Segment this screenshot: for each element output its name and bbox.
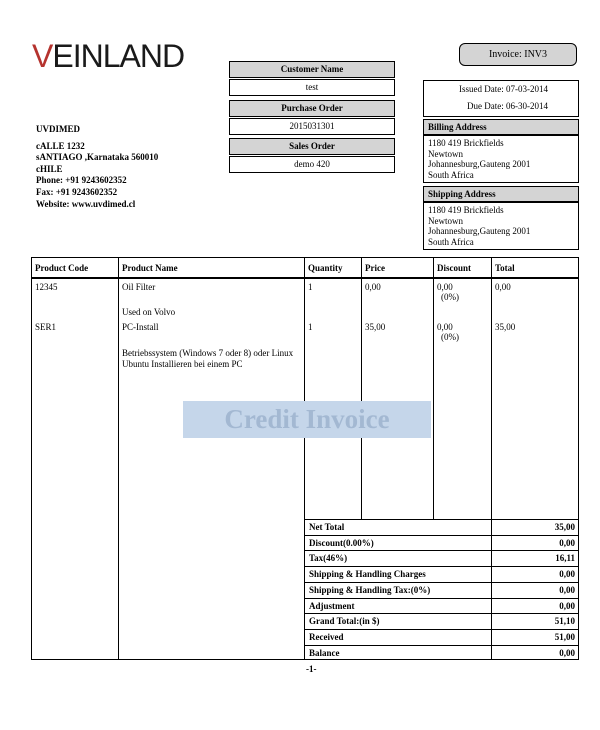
totals-row-divider (304, 598, 579, 599)
totals-label: Shipping & Handling Charges (309, 569, 426, 580)
purchase-order-value: 2015031301 (229, 118, 395, 135)
row1-code: 12345 (35, 282, 58, 292)
totals-label: Shipping & Handling Tax:(0%) (309, 584, 431, 595)
row1-price: 0,00 (365, 282, 381, 292)
totals-row-divider (304, 535, 579, 536)
totals-row-divider (304, 550, 579, 551)
logo-rest: EINLAND (52, 38, 185, 74)
header-product-name: Product Name (122, 263, 178, 273)
shipping-line: Johannesburg,Gauteng 2001 (428, 226, 531, 236)
shipping-line: South Africa (428, 236, 474, 247)
billing-line: South Africa (428, 169, 474, 180)
billing-line: Johannesburg,Gauteng 2001 (428, 159, 531, 169)
totals-label: Balance (309, 647, 340, 658)
totals-value: 0,00 (559, 569, 575, 580)
sales-order-value: demo 420 (229, 156, 395, 173)
company-address-2: sANTIAGO ,Karnataka 560010 (36, 152, 159, 163)
line-items-table (31, 257, 579, 660)
row2-note: Betriebssystem (Windows 7 oder 8) oder Linux Ubuntu Installieren bei einem PC (122, 348, 294, 369)
company-website: Website: www.uvdimed.cl (36, 198, 136, 209)
totals-row-divider (304, 629, 579, 630)
totals-value: 35,00 (554, 522, 575, 532)
row1-name: Oil Filter (122, 282, 156, 292)
row1-qty: 1 (308, 282, 313, 292)
shipping-address (423, 202, 579, 250)
totals-row-divider (304, 566, 579, 567)
col-divider (118, 257, 119, 660)
header-discount: Discount (437, 263, 472, 273)
shipping-line: Newtown (428, 215, 463, 226)
row1-total: 0,00 (495, 282, 511, 292)
invoice-number-badge: Invoice: INV3 (459, 43, 577, 66)
page-number: -1- (306, 664, 317, 674)
col-divider (361, 257, 362, 519)
row1-note: Used on Volvo (122, 307, 176, 317)
row2-code: SER1 (35, 322, 57, 332)
issued-date: Issued Date: 07-03-2014 (459, 84, 548, 94)
billing-address-label: Billing Address (423, 119, 579, 135)
company-name: UVDIMED (36, 124, 80, 134)
credit-invoice-watermark: Credit Invoice (183, 401, 431, 438)
row2-discount-pct: (0%) (441, 332, 459, 342)
shipping-line: 1180 419 Brickfields (428, 205, 504, 215)
header-quantity: Quantity (308, 263, 343, 273)
sales-order-label: Sales Order (229, 138, 395, 155)
totals-value: 0,00 (559, 584, 575, 595)
totals-value: 51,10 (554, 616, 575, 627)
totals-label: Grand Total:(in $) (309, 616, 380, 627)
totals-top-border (304, 519, 579, 520)
totals-label: Received (309, 631, 344, 642)
col-divider (304, 257, 305, 660)
company-info (36, 124, 158, 210)
totals-value: 0,00 (559, 537, 575, 548)
totals-row-divider (304, 613, 579, 614)
billing-address (423, 135, 579, 183)
row2-total: 35,00 (495, 322, 516, 332)
dates-box (423, 80, 579, 117)
header-price: Price (365, 263, 385, 273)
row2-qty: 1 (308, 322, 313, 332)
col-divider (491, 257, 492, 660)
totals-row-divider (304, 645, 579, 646)
row1-discount: 0,00 (437, 282, 453, 292)
totals-label: Adjustment (309, 600, 355, 611)
company-fax: Fax: +91 9243602352 (36, 186, 118, 197)
shipping-address-label: Shipping Address (423, 186, 579, 202)
row2-name: PC-Install (122, 322, 159, 332)
totals-row-divider (304, 582, 579, 583)
header-product-code: Product Code (35, 263, 89, 273)
totals-label: Tax(46%) (309, 553, 348, 564)
billing-line: Newtown (428, 148, 463, 159)
customer-name-label: Customer Name (229, 61, 395, 78)
company-logo (32, 38, 184, 75)
totals-value: 0,00 (559, 647, 575, 658)
header-total: Total (495, 263, 515, 273)
totals-label: Discount(0.00%) (309, 537, 374, 548)
row2-price: 35,00 (365, 322, 386, 332)
totals-value: 16,11 (555, 553, 575, 564)
logo-initial: V (32, 38, 53, 74)
row2-discount: 0,00 (437, 322, 453, 332)
billing-line: 1180 419 Brickfields (428, 138, 504, 148)
company-country: cHILE (36, 163, 63, 174)
due-date: Due Date: 06-30-2014 (467, 101, 548, 111)
col-divider (433, 257, 434, 519)
company-phone: Phone: +91 9243602352 (36, 175, 127, 186)
company-address-1: cALLE 1232 (36, 140, 85, 151)
header-divider (31, 277, 579, 279)
totals-value: 51,00 (554, 631, 575, 642)
purchase-order-label: Purchase Order (229, 100, 395, 117)
customer-name-value: test (229, 79, 395, 96)
row1-discount-pct: (0%) (441, 292, 459, 302)
totals-value: 0,00 (559, 600, 575, 611)
totals-label: Net Total (309, 522, 345, 532)
